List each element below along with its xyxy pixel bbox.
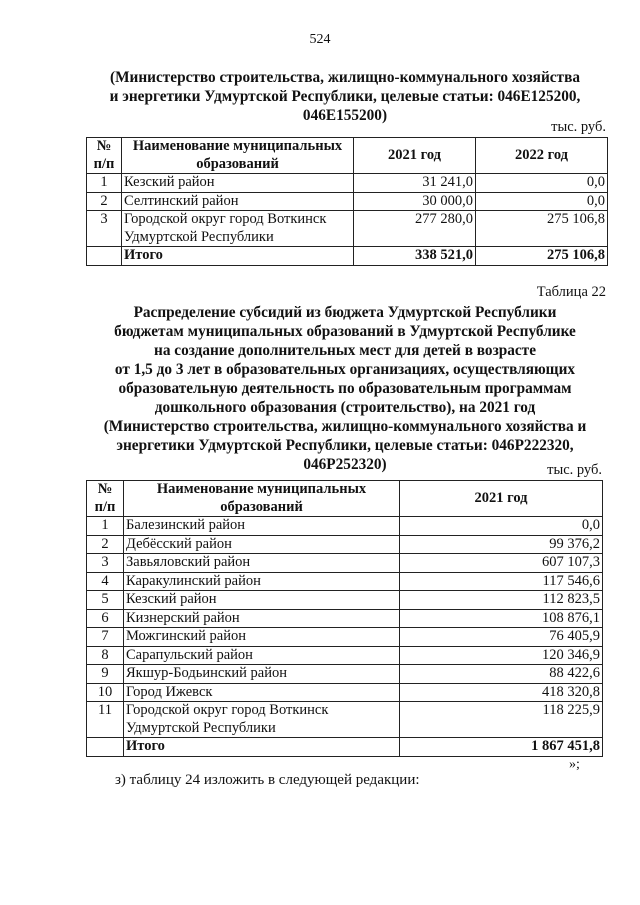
row-2021: 277 280,0 — [354, 211, 476, 247]
col-header-2022: 2022 год — [476, 138, 608, 174]
table-row — [87, 609, 603, 628]
table-row — [87, 591, 603, 610]
table22-label: Таблица 22 — [536, 284, 606, 300]
table-total-row — [87, 738, 603, 757]
table-row — [87, 192, 608, 211]
table21-units: тыс. руб. — [551, 119, 606, 135]
table22-heading — [90, 303, 600, 474]
row-2022: 275 106,8 — [476, 211, 608, 247]
row-name: Городской округ город Воткинск Удмуртской Республики — [122, 211, 354, 247]
row-name: Можгинский район — [124, 628, 400, 647]
table-row — [87, 535, 603, 554]
row-num: 3 — [87, 211, 122, 247]
heading-line: на создание дополнительных мест для детей в возрасте — [154, 342, 536, 359]
table-row — [87, 628, 603, 647]
row-2021: 76 405,9 — [400, 628, 603, 647]
heading-line: от 1,5 до 3 лет в образовательных организациях, осуществляющих — [114, 361, 576, 378]
row-num: 1 — [87, 517, 124, 536]
total-2021: 1 867 451,8 — [400, 738, 603, 757]
table-row — [87, 517, 603, 536]
row-num: 2 — [87, 192, 122, 211]
total-label: Итого — [122, 247, 354, 266]
table22-units: тыс. руб. — [547, 462, 602, 478]
row-2021: 88 422,6 — [400, 665, 603, 684]
row-name: Город Ижевск — [124, 683, 400, 702]
col-header-num: № п/п — [87, 138, 122, 174]
col-header-name: Наименование муниципальных образований — [124, 481, 400, 517]
heading-line: 046E155200) — [302, 107, 388, 124]
row-2021: 99 376,2 — [400, 535, 603, 554]
table-header-row — [87, 138, 608, 174]
row-2021: 108 876,1 — [400, 609, 603, 628]
heading-line: (Министерство строительства, жилищно-коммунального хозяйства — [110, 69, 580, 86]
row-num: 11 — [87, 702, 124, 738]
row-name: Сарапульский район — [124, 646, 400, 665]
col-header-2021: 2021 год — [400, 481, 603, 517]
table21 — [86, 137, 608, 266]
heading-line: и энергетики Удмуртской Республики, целевые статьи: 046E125200, — [109, 88, 581, 105]
table-row — [87, 702, 603, 738]
heading-line: Распределение субсидий из бюджета Удмуртской Республики — [133, 304, 557, 321]
row-name: Кизнерский район — [124, 609, 400, 628]
row-num: 2 — [87, 535, 124, 554]
row-name: Кезский район — [122, 174, 354, 193]
table-row — [87, 572, 603, 591]
heading-line: бюджетам муниципальных образований в Удмуртской Республике — [114, 323, 576, 340]
next-paragraph: з) таблицу 24 изложить в следующей редакции: — [115, 772, 420, 788]
row-name: Кезский район — [124, 591, 400, 610]
row-num: 10 — [87, 683, 124, 702]
row-2021: 607 107,3 — [400, 554, 603, 573]
table-row — [87, 646, 603, 665]
table-row — [87, 683, 603, 702]
row-name: Каракулинский район — [124, 572, 400, 591]
row-num: 3 — [87, 554, 124, 573]
row-2021: 31 241,0 — [354, 174, 476, 193]
table22 — [86, 480, 603, 757]
row-num: 9 — [87, 665, 124, 684]
row-num: 5 — [87, 591, 124, 610]
page-number: 524 — [309, 32, 331, 47]
row-name: Якшур-Бодьинский район — [124, 665, 400, 684]
row-num: 6 — [87, 609, 124, 628]
row-num: 1 — [87, 174, 122, 193]
row-2021: 117 546,6 — [400, 572, 603, 591]
col-header-num: № п/п — [87, 481, 124, 517]
row-2021: 0,0 — [400, 517, 603, 536]
row-name: Завьяловский район — [124, 554, 400, 573]
row-name: Дебёсский район — [124, 535, 400, 554]
row-2021: 120 346,9 — [400, 646, 603, 665]
heading-line: 046P252320) — [303, 456, 387, 473]
row-2021: 118 225,9 — [400, 702, 603, 738]
table-row — [87, 554, 603, 573]
row-num: 8 — [87, 646, 124, 665]
total-2021: 338 521,0 — [354, 247, 476, 266]
total-num — [87, 247, 122, 266]
row-num: 7 — [87, 628, 124, 647]
row-2022: 0,0 — [476, 174, 608, 193]
row-name: Балезинский район — [124, 517, 400, 536]
table-row — [87, 211, 608, 247]
total-2022: 275 106,8 — [476, 247, 608, 266]
heading-line: (Министерство строительства, жилищно-коммунального хозяйства и — [103, 418, 587, 435]
table-header-row — [87, 481, 603, 517]
col-header-2021: 2021 год — [354, 138, 476, 174]
col-header-name: Наименование муниципальных образований — [122, 138, 354, 174]
row-name: Селтинский район — [122, 192, 354, 211]
table-row — [87, 174, 608, 193]
total-num — [87, 738, 124, 757]
heading-line: энергетики Удмуртской Республики, целевые статьи: 046P222320, — [116, 437, 574, 454]
heading-line: дошкольного образования (строительство), на 2021 год — [154, 399, 536, 416]
row-2021: 112 823,5 — [400, 591, 603, 610]
row-2021: 418 320,8 — [400, 683, 603, 702]
table21-heading — [90, 68, 600, 125]
row-num: 4 — [87, 572, 124, 591]
closing-quote: »; — [569, 757, 580, 772]
table-row — [87, 665, 603, 684]
row-name: Городской округ город Воткинск Удмуртской Республики — [124, 702, 400, 738]
table-total-row — [87, 247, 608, 266]
row-2022: 0,0 — [476, 192, 608, 211]
total-label: Итого — [124, 738, 400, 757]
row-2021: 30 000,0 — [354, 192, 476, 211]
heading-line: образовательную деятельность по образовательным программам — [118, 380, 572, 397]
